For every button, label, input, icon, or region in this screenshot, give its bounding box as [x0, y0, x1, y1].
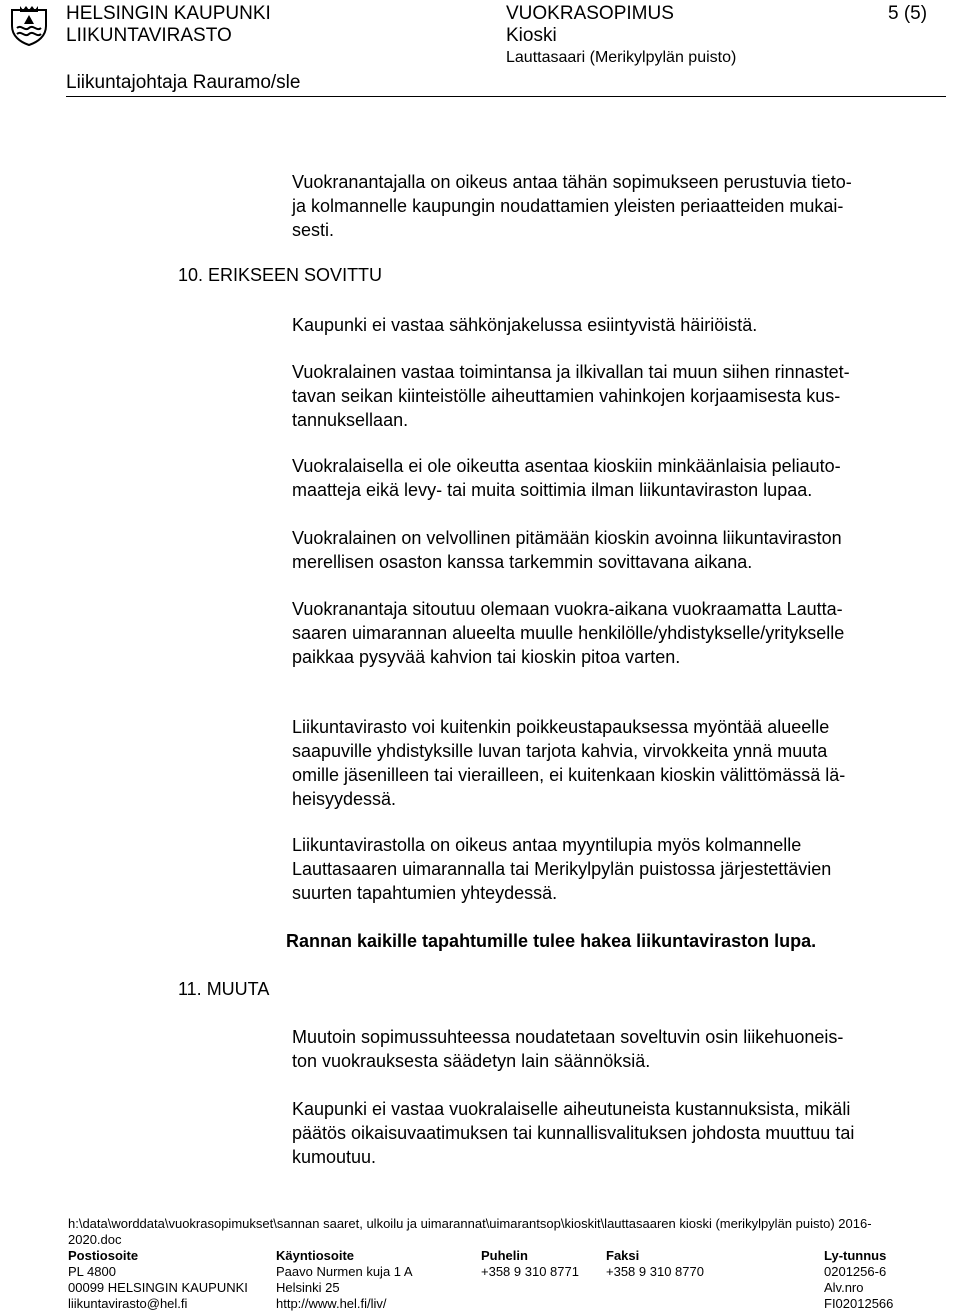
- section-10-paragraph-5: Vuokranantaja sitoutuu olemaan vuokra-aikana vuokraamatta Lautta- saaren uimarannan alueelta muulle henkilölle/yhdistykselle/yritykselle paikkaa pysyvää kahvion tai kioskin pitoa varten.: [292, 599, 845, 667]
- intro-paragraph: Vuokranantajalla on oikeus antaa tähän sopimukseen perustuvia tieto- ja kolmannelle kaupungin noudattamien yleisten periaatteiden mukai- sesti.: [292, 172, 852, 240]
- section-10-paragraph-3: Vuokralaisella ei ole oikeutta asentaa kioskiin minkäänlaisia peliauto- maatteja eikä levy- tai muita soittimia ilman liikuntaviraston lupaa.: [292, 456, 841, 500]
- section-10-bold-notice: Rannan kaikille tapahtumille tulee hakea liikuntaviraston lupa.: [286, 931, 817, 951]
- section-10-paragraph-1: Kaupunki ei vastaa sähkönjakelussa esiintyvistä häiriöistä.: [292, 315, 758, 335]
- section-10-paragraph-4: Vuokralainen on velvollinen pitämään kioskin avoinna liikuntaviraston merellisen osaston kanssa tarkemmin sovittavana aikana.: [292, 528, 842, 572]
- doc-subject: Kioski: [506, 25, 557, 46]
- section-10-paragraph-2: Vuokralainen vastaa toimintansa ja ilkivallan tai muun siihen rinnastet- tavan seikan kiinteistölle aiheuttamien vahinkojen korjaamisesta kus- tannuksellaan.: [292, 362, 850, 430]
- author: Liikuntajohtaja Rauramo/sle: [66, 72, 301, 93]
- footer-email-link[interactable]: liikuntavirasto@hel.fi: [68, 1296, 188, 1311]
- footer-fax: Faksi +358 9 310 8770: [606, 1248, 704, 1279]
- file-path-continued: 2020.doc: [68, 1232, 122, 1247]
- footer-postal-address: Postiosoite PL 4800 00099 HELSINGIN KAUPUNKI liikuntavirasto@hel.fi: [68, 1248, 248, 1311]
- helsinki-crest-logo: [8, 4, 50, 46]
- section-10-paragraph-7: Liikuntavirastolla on oikeus antaa myyntilupia myös kolmannelle Lauttasaaren uimarannalla tai Merikylpylän puistossa järjestettävien suurten tapahtumien yhteydessä.: [292, 835, 832, 903]
- footer-website-link[interactable]: http://www.hel.fi/liv/: [276, 1296, 387, 1311]
- section-11-heading: 11. MUUTA: [178, 979, 270, 999]
- section-11-paragraph-2: Kaupunki ei vastaa vuokralaiselle aiheutuneista kustannuksista, mikäli päätös oikaisuvaatimuksen tai kunnallisvalituksen johdosta muuttuu tai kumoutuu.: [292, 1099, 855, 1167]
- section-11-paragraph-1: Muutoin sopimussuhteessa noudatetaan soveltuvin osin liikehuoneis- ton vuokrauksesta säädetyn lain säännöksiä.: [292, 1027, 844, 1071]
- org-name: HELSINGIN KAUPUNKI: [66, 3, 271, 24]
- footer-visiting-address: Käyntiosoite Paavo Nurmen kuja 1 A Helsinki 25 http://www.hel.fi/liv/: [276, 1248, 413, 1311]
- doc-title: VUOKRASOPIMUS: [506, 3, 674, 24]
- footer-business-id: Ly-tunnus 0201256-6 Alv.nro FI02012566: [824, 1248, 894, 1311]
- section-10-paragraph-6: Liikuntavirasto voi kuitenkin poikkeustapauksessa myöntää alueelle saapuville yhdistyksille luvan tarjota kahvia, virvokkeita ynnä muuta omille jäsenilleen tai vierailleen, ei kuitenkaan kioskin välittömässä lä- heisyydessä.: [292, 717, 846, 809]
- section-10-heading: 10. ERIKSEEN SOVITTU: [178, 265, 383, 285]
- footer-phone: Puhelin +358 9 310 8771: [481, 1248, 579, 1279]
- org-department: LIIKUNTAVIRASTO: [66, 25, 232, 46]
- file-path: h:\data\worddata\vuokrasopimukset\sannan saaret, ulkoilu ja uimarannat\uimarantsop\kioskit\lauttasaaren kioski (merikylpylän puisto) 2016-: [68, 1216, 872, 1231]
- page-number: 5 (5): [888, 3, 928, 24]
- header-divider: [66, 96, 946, 97]
- doc-location: Lauttasaari (Merikylpylän puisto): [506, 49, 737, 66]
